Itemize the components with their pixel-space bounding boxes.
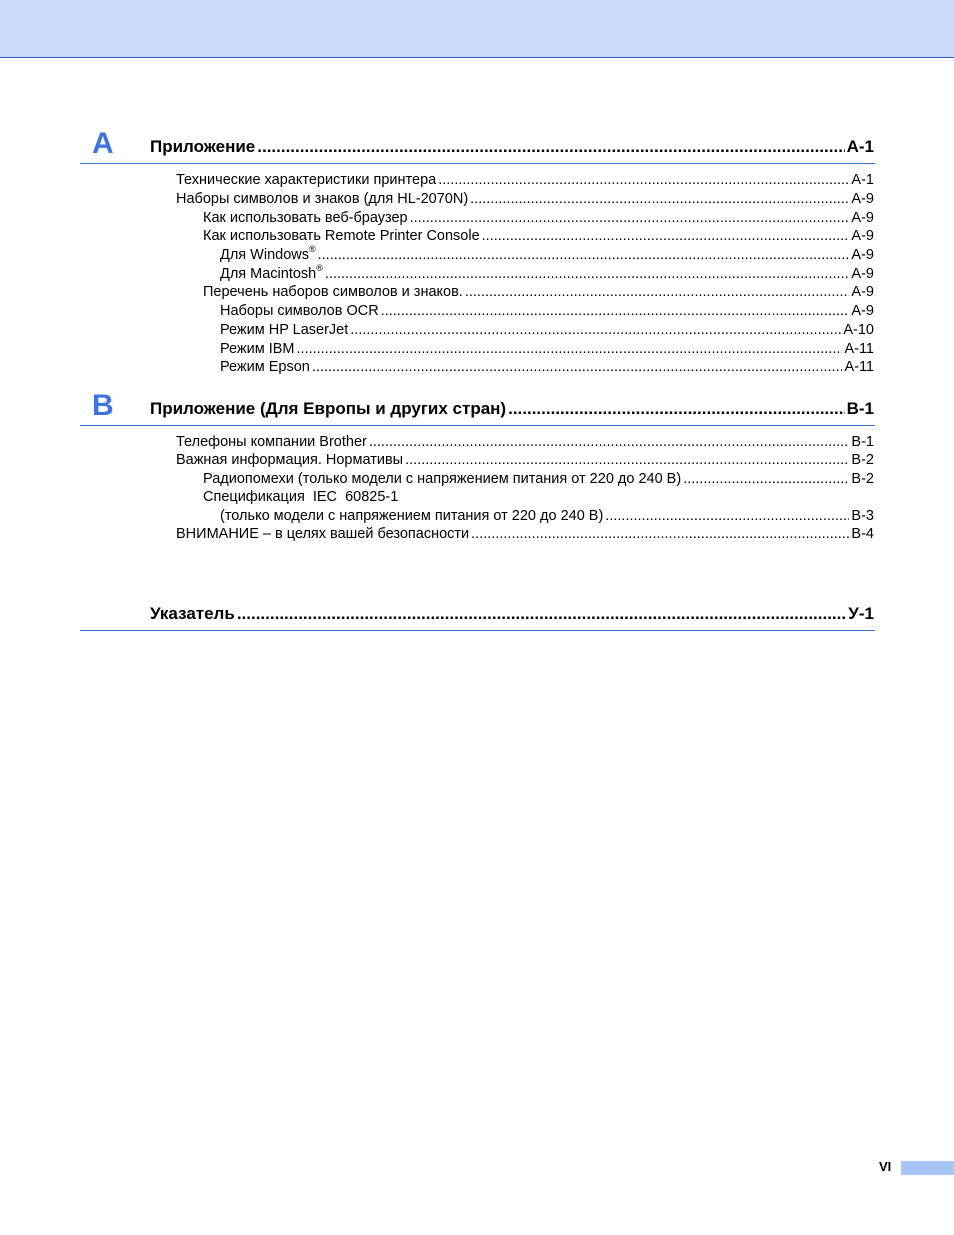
toc-entry-heading: Спецификация IEC 60825-1 [203,489,399,505]
entry-label: Как использовать веб-браузер [203,210,408,226]
entry-label: Важная информация. Нормативы [176,452,404,468]
toc-index[interactable] [150,604,874,624]
page-ref: A-1 [851,172,874,188]
toc-entry[interactable] [176,191,874,207]
entry-label: Наборы символов и знаков (для HL-2070N) [176,191,469,207]
entry-label: Перечень наборов символов и знаков. [203,284,463,300]
page-ref: A-9 [851,228,874,244]
page-ref: A-9 [851,303,874,319]
page-ref: B-2 [851,452,874,468]
page-ref: A-9 [851,191,874,207]
dot-leader [369,434,850,450]
page-ref: B-4 [851,526,874,542]
toc-entry[interactable] [220,508,874,524]
toc-entry[interactable] [203,471,874,487]
toc-entry[interactable] [220,263,874,282]
page-ref: B-1 [846,399,874,418]
toc-entry[interactable] [220,322,874,338]
header-band [0,0,954,58]
entry-label [220,263,323,282]
dot-leader [297,341,843,357]
toc-entry[interactable] [220,341,874,357]
toc-entry[interactable] [203,284,874,300]
dot-leader [312,359,843,375]
entry-label: ВНИМАНИЕ – в целях вашей безопасности [176,526,470,542]
page-number: VI [879,1159,892,1174]
dot-leader [482,228,850,244]
dot-leader [318,247,850,263]
page-ref: A-9 [851,210,874,226]
page-ref: A-11 [844,341,874,357]
page-ref: B-1 [851,434,874,450]
entry-label: Как использовать Remote Printer Console [203,228,480,244]
registered-mark: ® [316,263,323,273]
chapter-title: Приложение (Для Европы и других стран) [150,399,507,418]
index-title: Указатель [150,604,235,623]
dot-leader [350,322,841,338]
page-ref: B-3 [851,508,874,524]
toc-chapter-b[interactable] [150,399,874,419]
entry-label: Наборы символов OCR [220,303,379,319]
chapter-title: Приложение [150,137,256,156]
dot-leader [471,526,849,542]
dot-leader [470,191,849,207]
toc-chapter-a[interactable] [150,137,874,157]
entry-label: Технические характеристики принтера [176,172,437,188]
dot-leader [683,471,849,487]
page-ref: A-9 [851,266,874,282]
page-ref: A-11 [844,359,874,375]
registered-mark: ® [308,244,316,254]
entry-label: Режим Epson [220,359,310,375]
page-ref: B-2 [851,471,874,487]
entry-label: Радиопомехи (только модели с напряжением питания от 220 до 240 В) [203,471,682,487]
page-ref: A-9 [851,247,874,263]
page-ref: A-1 [846,137,874,156]
entry-label: Режим IBM [220,341,295,357]
dot-leader [465,284,850,300]
toc-entry[interactable] [176,172,874,188]
toc-entry[interactable] [220,359,874,375]
entry-text: Для Windows [220,247,309,263]
entry-label [220,244,316,263]
dot-leader [438,172,849,188]
dot-leader [237,604,846,624]
toc-entry[interactable] [176,452,874,468]
dot-leader [325,266,850,282]
toc-entry[interactable] [203,228,874,244]
footer-tab [901,1161,954,1175]
chapter-letter-a: A [92,127,114,160]
toc-entry[interactable] [176,526,874,542]
chapter-letter-b: B [92,389,114,422]
dot-leader [381,303,850,319]
entry-label: Телефоны компании Brother [176,434,367,450]
entry-label: Режим HP LaserJet [220,322,349,338]
entry-text: Для Macintosh [220,266,317,282]
dot-leader [508,399,845,419]
toc-entry[interactable] [203,210,874,226]
page-ref: A-10 [843,322,874,338]
toc-entry[interactable] [220,244,874,263]
page-ref: У-1 [848,604,874,623]
toc-entry[interactable] [176,434,874,450]
entry-label: (только модели с напряжением питания от 220 до 240 В) [220,508,604,524]
dot-leader [605,508,849,524]
dot-leader [410,210,850,226]
dot-leader [405,452,849,468]
page-ref: A-9 [851,284,874,300]
dot-leader [257,137,844,157]
toc-entry[interactable] [220,303,874,319]
